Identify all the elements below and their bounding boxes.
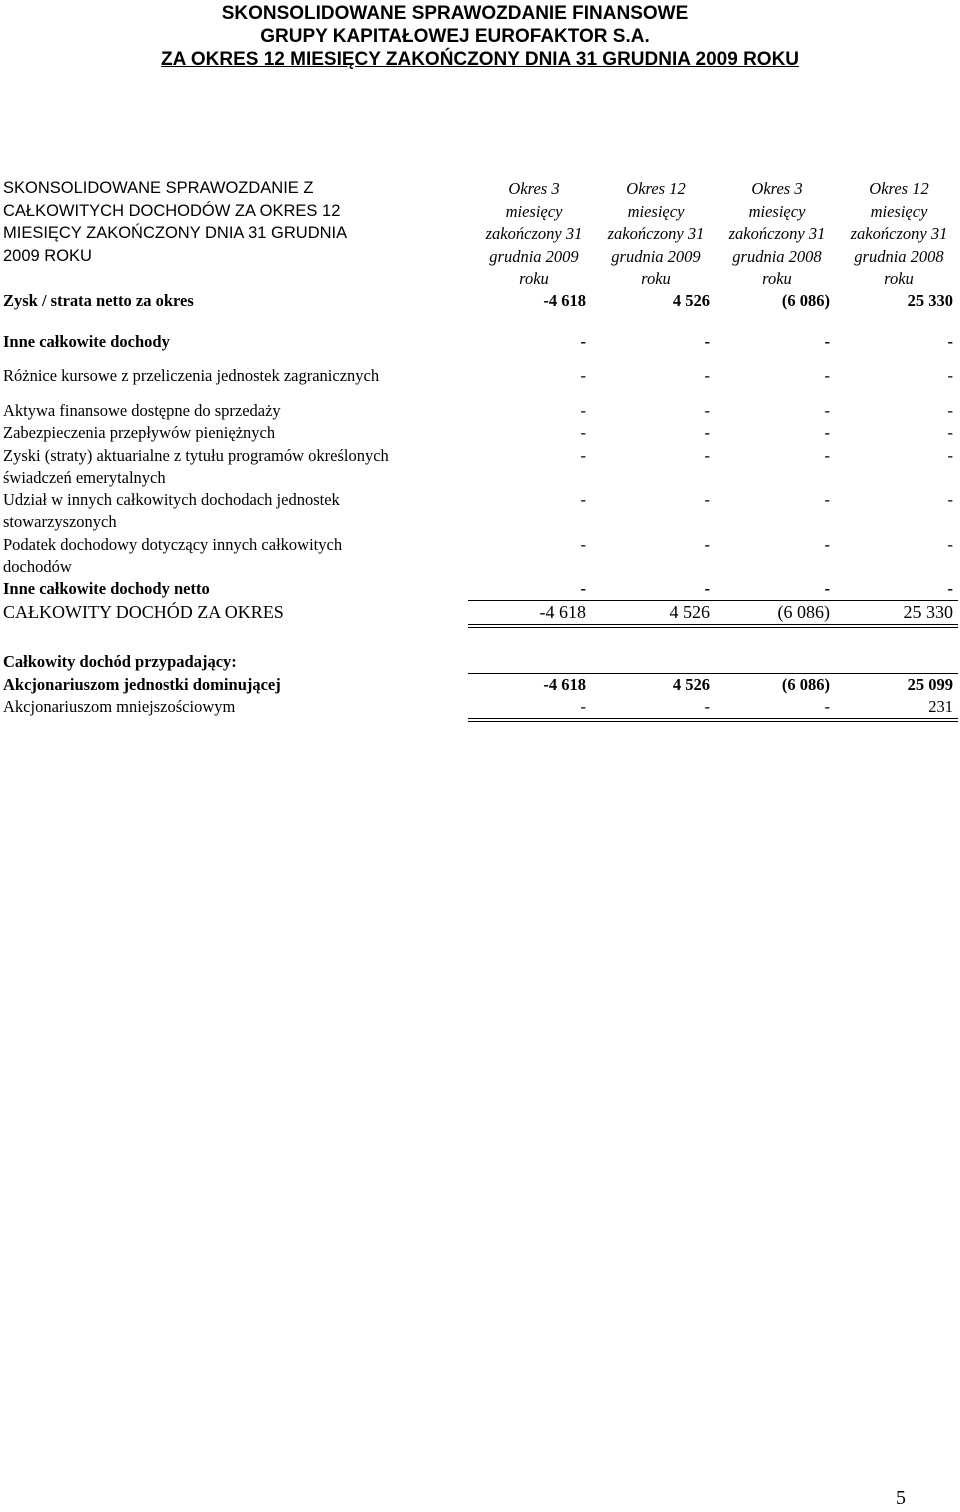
cell-value: - (580, 401, 586, 420)
column-header-fy-2009: Okres 12 miesięcy zakończony 31 grudnia 2009 roku (607, 179, 705, 288)
cell-value: - (580, 366, 586, 385)
table-row-continuation (0, 511, 960, 533)
cell-value: - (824, 535, 830, 554)
cell-value: - (824, 490, 830, 509)
cell-value: - (580, 332, 586, 351)
cell-value: 231 (928, 697, 953, 716)
cell-value: - (947, 423, 953, 442)
cell-value: 4 526 (672, 291, 710, 310)
final-double-rule-bottom (468, 721, 958, 722)
statement-title: SKONSOLIDOWANE SPRAWOZDANIE Z CAŁKOWITYCH DOCHODÓW ZA OKRES 12 MIESIĘCY ZAKOŃCZONY DNIA 31 GRUDNIA 2009 ROKU (3, 179, 348, 265)
cell-value: - (580, 446, 586, 465)
row-label: Akcjonariuszom mniejszościowym (3, 697, 236, 716)
table-row-other-income-net (0, 578, 960, 600)
title-line-3: ZA OKRES 12 MIESIĘCY ZAKOŃCZONY DNIA 31 GRUDNIA 2009 ROKU (160, 49, 800, 70)
table-row-parent-shareholders (0, 674, 960, 696)
table-row-income-tax (0, 534, 960, 556)
cell-value: -4 618 (543, 675, 586, 694)
cell-value: - (704, 446, 710, 465)
cell-value: - (947, 490, 953, 509)
table-row-total-comprehensive-income (0, 601, 960, 623)
row-label: Zysk / strata netto za okres (3, 291, 194, 310)
cell-value: -4 618 (543, 291, 586, 310)
cell-value: 25 330 (903, 602, 953, 622)
column-header-fy-2008: Okres 12 miesięcy zakończony 31 grudnia 2008 roku (850, 179, 948, 288)
cell-value: (6 086) (777, 602, 830, 622)
row-label-continuation: świadczeń emerytalnych (3, 468, 166, 487)
cell-value: - (704, 697, 710, 716)
table-row-available-for-sale (0, 400, 960, 422)
table-row-continuation (0, 556, 960, 578)
table-row-net-profit (0, 290, 960, 312)
cell-value: - (580, 535, 586, 554)
total-double-rule-top (468, 624, 958, 625)
cell-value: - (824, 697, 830, 716)
title-line-1: SKONSOLIDOWANE SPRAWOZDANIE FINANSOWE (221, 3, 689, 24)
table-row-other-income-header (0, 331, 960, 353)
cell-value: - (704, 579, 710, 598)
cell-value: -4 618 (539, 602, 586, 622)
cell-value: - (947, 535, 953, 554)
cell-value: - (824, 446, 830, 465)
cell-value: 25 099 (907, 675, 953, 694)
table-row-continuation (0, 467, 960, 489)
cell-value: - (824, 423, 830, 442)
row-label: Inne całkowite dochody (3, 332, 170, 351)
cell-value: 4 526 (669, 602, 710, 622)
row-label: Aktywa finansowe dostępne do sprzedaży (3, 401, 281, 420)
total-double-rule-bottom (468, 627, 958, 628)
row-label: Całkowity dochód przypadający: (3, 652, 237, 671)
row-label: Udział w innych całkowitych dochodach jednostek (3, 490, 340, 509)
row-label: CAŁKOWITY DOCHÓD ZA OKRES (3, 602, 284, 622)
cell-value: - (704, 332, 710, 351)
table-row-actuarial-gains (0, 445, 960, 467)
table-row-cash-flow-hedges (0, 422, 960, 444)
document-title (0, 2, 960, 71)
cell-value: - (580, 423, 586, 442)
cell-value: - (704, 535, 710, 554)
cell-value: - (824, 332, 830, 351)
row-label: Inne całkowite dochody netto (3, 579, 210, 598)
title-line-2: GRUPY KAPITAŁOWEJ EUROFAKTOR S.A. (260, 26, 650, 47)
cell-value: 25 330 (907, 291, 953, 310)
cell-value: - (580, 490, 586, 509)
cell-value: - (580, 579, 586, 598)
table-row-fx-differences (0, 365, 960, 387)
cell-value: - (947, 579, 953, 598)
row-label-continuation: stowarzyszonych (3, 512, 117, 531)
column-header-q4-2009: Okres 3 miesięcy zakończony 31 grudnia 2009 roku (485, 179, 583, 288)
table-row-attributable-header (0, 651, 960, 673)
cell-value: - (704, 366, 710, 385)
cell-value: - (947, 446, 953, 465)
cell-value: (6 086) (781, 291, 830, 310)
row-label: Zabezpieczenia przepływów pieniężnych (3, 423, 276, 442)
row-label: Różnice kursowe z przeliczenia jednostek zagranicznych (3, 366, 380, 385)
row-label: Akcjonariuszom jednostki dominującej (3, 675, 281, 694)
page-number: 5 (896, 1487, 906, 1509)
cell-value: - (824, 401, 830, 420)
row-label-continuation: dochodów (3, 557, 72, 576)
column-header-q4-2008: Okres 3 miesięcy zakończony 31 grudnia 2008 roku (728, 179, 826, 288)
table-row-associates-share (0, 489, 960, 511)
cell-value: - (580, 697, 586, 716)
cell-value: - (704, 423, 710, 442)
row-label: Zyski (straty) aktuarialne z tytułu programów określonych (3, 446, 389, 465)
table-row-minority-shareholders (0, 696, 960, 718)
cell-value: - (704, 490, 710, 509)
cell-value: - (824, 366, 830, 385)
cell-value: - (947, 332, 953, 351)
cell-value: (6 086) (781, 675, 830, 694)
row-label: Podatek dochodowy dotyczący innych całkowitych (3, 535, 343, 554)
cell-value: 4 526 (672, 675, 710, 694)
cell-value: - (947, 366, 953, 385)
final-double-rule-top (468, 718, 958, 719)
cell-value: - (704, 401, 710, 420)
cell-value: - (947, 401, 953, 420)
cell-value: - (824, 579, 830, 598)
